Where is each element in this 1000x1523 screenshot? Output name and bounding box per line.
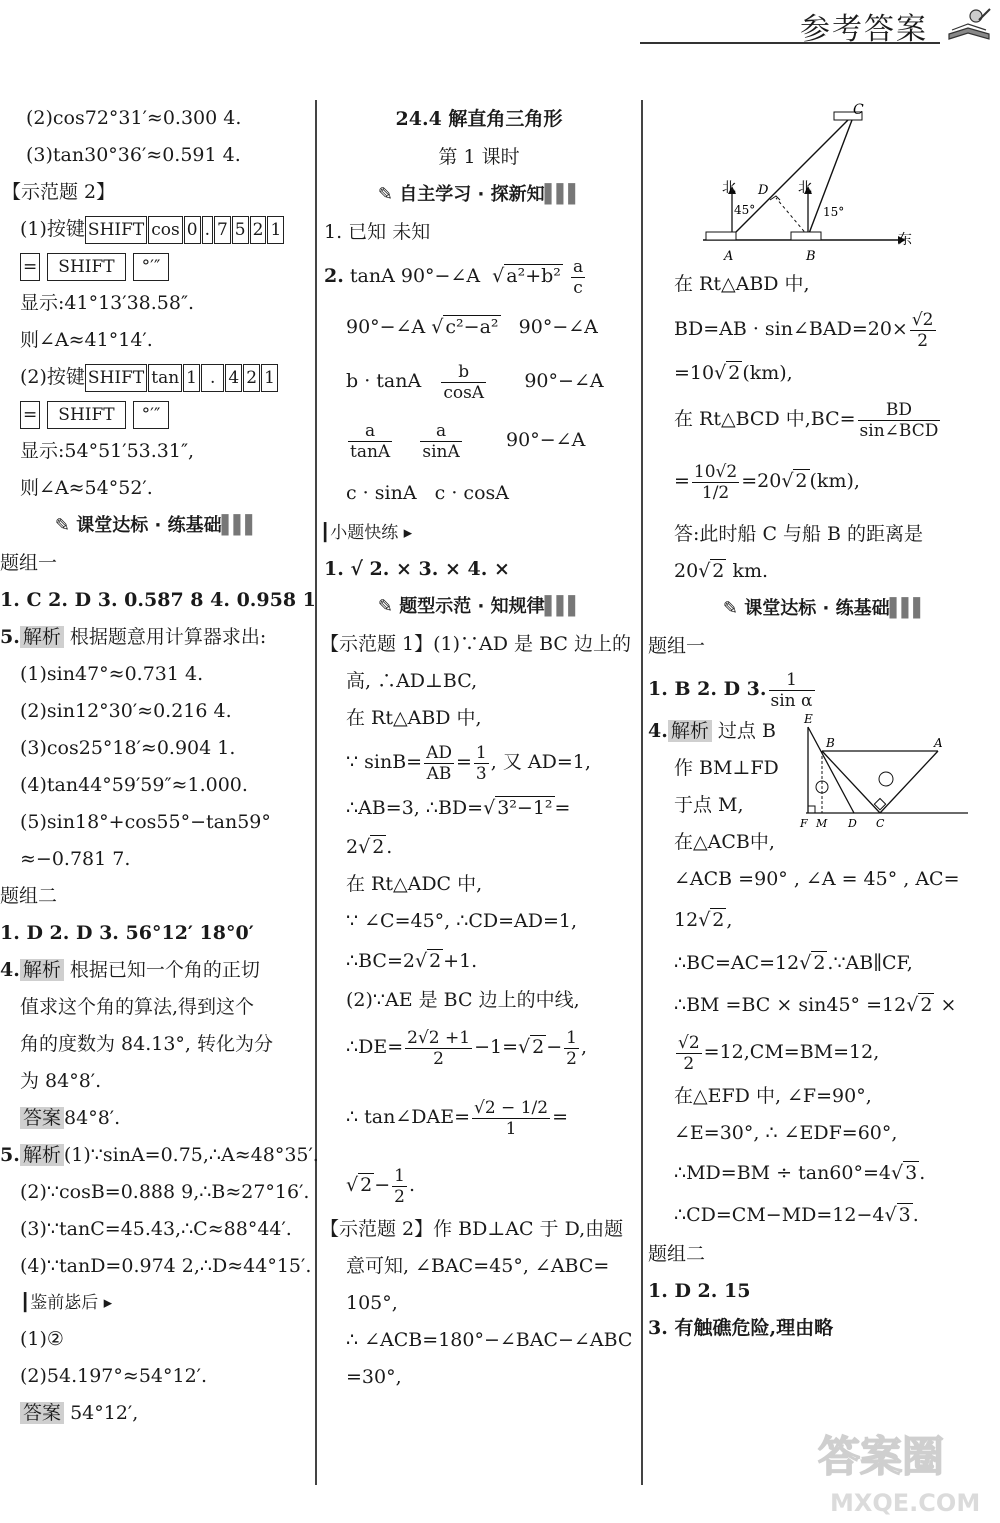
solution-line	[648, 1026, 1000, 1078]
question-text: 为 84°8′.	[20, 1070, 102, 1092]
analysis-tag: 解析	[668, 720, 712, 742]
subsection-title: 小题快练	[330, 523, 399, 543]
key-5: 5	[232, 216, 249, 244]
group-title: 题组二	[648, 1243, 706, 1265]
key-2: 2	[243, 364, 260, 392]
answer-line: (2)sin12°30′≈0.216 4.	[20, 700, 232, 722]
key-shift: SHIFT	[47, 253, 125, 281]
denominator: sin α	[770, 690, 813, 711]
analysis-tag: 解析	[20, 959, 64, 981]
keypress-label: (1)按键	[20, 218, 85, 240]
answer-line: (1)②	[20, 1328, 64, 1350]
sqrt-expr: 2	[360, 1174, 373, 1196]
label-east: 东	[898, 232, 912, 248]
text: =	[456, 751, 472, 773]
analysis-tag: 解析	[20, 626, 64, 648]
answer-row	[648, 665, 1000, 713]
text: ∴BC=AC=12	[674, 952, 800, 974]
ship-bearing-diagram	[648, 102, 938, 272]
text: +1.	[443, 950, 478, 972]
ship-b-icon	[791, 232, 821, 240]
key-1: 1	[183, 364, 200, 392]
text: =10	[674, 362, 715, 384]
solution-line: 105°,	[346, 1292, 398, 1314]
solution-line: ∵ ∠C=45°, ∴CD=AD=1,	[346, 910, 578, 932]
numerator: a	[420, 421, 461, 442]
sqrt-expr: 3	[905, 1162, 918, 1184]
text: .	[919, 1162, 926, 1184]
pencil-icon: ✎	[54, 515, 70, 536]
label-b: B	[826, 736, 835, 750]
text: ,	[726, 909, 733, 931]
question-number: 4.	[648, 720, 668, 742]
label-e: E	[804, 713, 813, 726]
formula: 90°−∠A	[346, 316, 426, 338]
text: , 又 AD=1,	[490, 751, 591, 773]
text: .	[386, 836, 393, 858]
answer-line: (1)sin47°≈0.731 4.	[20, 663, 204, 685]
sqrt-expr: 3	[898, 1204, 911, 1226]
watermark-logo	[810, 1423, 1000, 1523]
page-header	[0, 0, 1000, 46]
section-heading	[320, 588, 638, 626]
answer-line	[320, 353, 638, 409]
answer-value: 54°12′,	[70, 1402, 139, 1424]
answer-tag: 答案	[20, 1402, 64, 1424]
section-title: 课堂达标 · 练基础	[744, 598, 890, 619]
solution-line: 12√ 2 ,	[674, 909, 733, 931]
text: ,	[580, 1036, 587, 1058]
denominator: 1/2	[701, 482, 730, 503]
pencil-icon: ✎	[377, 184, 393, 205]
key-shift: SHIFT	[85, 364, 147, 392]
solution-line: =30°,	[346, 1366, 402, 1388]
key-2: 2	[250, 216, 267, 244]
label-angle-45: 45°	[734, 203, 756, 217]
fraction	[420, 421, 461, 462]
formula: tanA 90°−∠A	[349, 265, 481, 287]
fraction	[564, 1028, 579, 1069]
question-number: 4.	[0, 959, 20, 981]
text: ∴BC=2	[346, 950, 415, 972]
column-middle	[320, 100, 638, 1396]
answer-line: (2)54.197°≈54°12′.	[20, 1365, 208, 1387]
denominator: 1	[505, 1118, 517, 1139]
text: BD=AB · sin∠BAD=20×	[674, 318, 908, 340]
pencil-icon: ✎	[377, 596, 393, 617]
numerator: 2√2 +1	[407, 1027, 471, 1048]
result-line: 则∠A≈41°14′.	[20, 329, 153, 351]
example-2-label: 【示范题 2】	[2, 181, 116, 203]
line-ac	[880, 751, 938, 813]
fraction	[858, 400, 941, 441]
denominator: 2	[433, 1048, 444, 1069]
question-4	[0, 952, 312, 989]
solution-line: ∴BC=2√ 2 +1.	[346, 950, 478, 972]
text: km.	[732, 560, 769, 582]
fraction	[472, 1098, 550, 1139]
fraction	[405, 1028, 472, 1069]
bars-decoration: ▌▌▌	[544, 184, 581, 205]
group-title: 题组一	[0, 552, 58, 574]
numerator: 10√2	[693, 461, 738, 482]
key-4: 4	[225, 364, 242, 392]
question-text: 根据题意用计算器求出:	[69, 626, 267, 648]
question-text: 根据已知一个角的正切	[69, 959, 260, 981]
key-7: 7	[214, 216, 231, 244]
solution-line: 答:此时船 C 与船 B 的距离是	[674, 523, 924, 545]
answer-line: 2. tanA 90°−∠A √ a²+b² $\frac{a}{c}$	[324, 256, 584, 298]
solution-line: ∴CD=CM−MD=12−4√ 3 .	[674, 1204, 919, 1226]
text: ×	[940, 994, 957, 1016]
section-heading	[648, 590, 1000, 628]
numerator: 1	[394, 1165, 405, 1186]
key-cos: cos	[148, 216, 182, 244]
section-heading	[0, 507, 312, 545]
numerator: 1	[475, 742, 487, 763]
answer-line: (3)tan30°36′≈0.591 4.	[26, 144, 241, 166]
text: (km),	[809, 470, 860, 492]
answer-line: (4)tan44°59′59″≈1.000.	[20, 774, 248, 796]
solution-line	[648, 392, 1000, 446]
fraction	[424, 743, 454, 784]
sqrt-expr: 2	[920, 994, 933, 1016]
solution-line	[320, 737, 638, 787]
line-bc	[822, 751, 880, 813]
label-a: A	[934, 736, 943, 750]
line-bd	[776, 198, 808, 236]
fraction	[474, 743, 489, 784]
numerator: √2	[678, 1032, 700, 1053]
numerator: 1	[566, 1027, 577, 1048]
text: =12,CM=BM=12,	[703, 1041, 880, 1063]
answer-row: 1. D 2. D 3. 56°12′ 18°0′	[0, 922, 254, 944]
denominator: c	[573, 277, 583, 298]
key-shift: SHIFT	[47, 401, 125, 429]
solution-line: =10√ 2 (km),	[674, 362, 793, 384]
text: =	[554, 797, 571, 819]
solution-line: 在△EFD 中, ∠F=90°,	[674, 1085, 872, 1107]
label-angle-15: 15°	[823, 205, 845, 219]
solution-line: 2√ 2 .	[346, 836, 393, 858]
triangle-ruler-diagram	[798, 713, 968, 835]
column-left	[0, 100, 319, 1432]
text: −	[546, 1036, 563, 1058]
sqrt-expr: c²−a²	[445, 316, 499, 338]
answer-line: ≈−0.781 7.	[20, 848, 131, 870]
key-0: 0	[184, 216, 201, 244]
formula: 90°−∠A	[506, 429, 586, 451]
answer-row: 1. C 2. D 3. 0.587 8 4. 0.958 1	[0, 589, 316, 611]
text: ∴BM =BC × sin45° =12	[674, 994, 907, 1016]
solution-line: ∴MD=BM ÷ tan60°=4√ 3 .	[674, 1162, 926, 1184]
formula: c · cosA	[434, 482, 509, 504]
question-line: 作 BM⊥FD	[674, 757, 779, 779]
text: ∵ sinB=	[346, 751, 423, 773]
text: 2	[346, 836, 359, 858]
numerator: a	[348, 421, 392, 442]
sqrt-expr: a²+b²	[506, 265, 561, 287]
question-number: 5.	[0, 626, 20, 648]
question-5b	[0, 1137, 319, 1174]
numerator: √2 − 1/2	[474, 1097, 549, 1118]
answer-row: 1. D 2. 15	[648, 1280, 751, 1302]
text: .	[408, 1174, 415, 1196]
result-line: 则∠A≈54°52′.	[20, 477, 153, 499]
text: =	[674, 470, 690, 492]
sqrt-expr: 2	[712, 560, 725, 582]
text: ∴CD=CM−MD=12−4	[674, 1204, 885, 1226]
answer-line: (3)cos25°18′≈0.904 1.	[20, 737, 236, 759]
formula: 90°−∠A	[518, 316, 598, 338]
header-rule	[640, 42, 940, 44]
key-dms: °′″	[133, 401, 170, 429]
label-c: C	[876, 817, 885, 830]
solution-line: 在 Rt△ABD 中,	[674, 273, 810, 295]
question-text: 值求这个角的算法,得到这个	[20, 996, 255, 1018]
label-d: D	[848, 817, 857, 830]
answer-row: 3. 有触礁危险,理由略	[648, 1317, 834, 1339]
text: ∴AB=3, ∴BD=	[346, 797, 484, 819]
fraction	[910, 310, 936, 351]
numerator: AD	[426, 742, 452, 763]
denominator: 2	[917, 330, 929, 351]
solution-line: ∠ACB =90° , ∠A = 45° , AC=	[674, 868, 960, 890]
answer-tag: 答案	[20, 1107, 64, 1129]
solution-line: ∴ ∠ACB=180°−∠BAC−∠ABC	[346, 1329, 633, 1351]
question-number: 2.	[324, 265, 344, 287]
key-tan: tan	[148, 364, 182, 392]
formula: c · sinA	[346, 482, 417, 504]
section-heading	[320, 176, 638, 214]
solution-line: = $\frac{10√2}{1/2}$ =20√ 2 (km),	[674, 461, 860, 503]
text: .∵AB∥CF,	[827, 952, 913, 974]
key-shift: SHIFT	[85, 216, 147, 244]
lesson-subtitle: 第 1 课时	[438, 146, 520, 168]
analysis-tag: 解析	[20, 1144, 64, 1166]
solution-line: (2)∵AE 是 BC 边上的中线,	[346, 989, 580, 1011]
numerator: BD	[858, 400, 941, 421]
section-title: 课堂达标 · 练基础	[76, 515, 222, 536]
question-4-block	[648, 713, 1000, 861]
denominator: AB	[426, 763, 452, 784]
answer-line: (2)∵cosB=0.888 9,∴B≈27°16′.	[20, 1181, 310, 1203]
answer-line: (4)∵tanD=0.974 2,∴D≈44°15′.	[20, 1255, 312, 1277]
sqrt-expr: 2	[728, 362, 741, 384]
solution-line: 20√ 2 km.	[674, 560, 769, 582]
text: =20	[741, 470, 782, 492]
group-title: 题组二	[0, 885, 58, 907]
solution-line	[648, 303, 1000, 355]
text: 12	[674, 909, 699, 931]
solution-line: 高, ∴AD⊥BC,	[346, 670, 478, 692]
solution-line: 在 Rt△ADC 中,	[346, 873, 483, 895]
sqrt-expr: 2	[532, 1036, 545, 1058]
sqrt-expr: 2	[712, 909, 725, 931]
keypress-line-1	[0, 211, 312, 248]
label-north: 北	[722, 180, 736, 196]
numerator: a	[572, 256, 584, 277]
header-title: 参考答案	[800, 12, 928, 47]
group-title: 题组一	[648, 635, 706, 657]
ruler-hole	[879, 772, 893, 786]
fraction	[441, 362, 486, 403]
formula: b · tanA	[346, 370, 422, 392]
label-m: M	[816, 817, 828, 830]
display-line: 显示:54°51′53.31″,	[20, 440, 195, 462]
text: ∴ tan∠DAE=	[346, 1106, 470, 1128]
subsection-label: ┃鉴前毖后 ▸	[20, 1293, 113, 1313]
fraction	[692, 462, 739, 503]
label-a: A	[724, 249, 734, 264]
numerator: b	[441, 362, 486, 383]
ship-a-icon	[706, 232, 736, 240]
fraction	[676, 1033, 702, 1074]
answer-line	[320, 409, 638, 471]
watermark-text: 答案圈	[818, 1432, 945, 1481]
answer-row: 1. √ 2. × 3. × 4. ×	[324, 558, 510, 580]
answer-line: (1)∵sinA=0.75,∴A≈48°35′.	[63, 1144, 319, 1166]
pencil-icon: ✎	[722, 598, 738, 619]
column-divider-2	[641, 100, 643, 1485]
text: 20	[674, 560, 699, 582]
question-text: 角的度数为 84.13°, 转化为分	[20, 1033, 274, 1055]
solution-line: 意可知, ∠BAC=45°, ∠ABC=	[346, 1255, 610, 1277]
text: ∴MD=BM ÷ tan60°=4	[674, 1162, 891, 1184]
solution-line: ∴BM =BC × sin45° =12√ 2 ×	[674, 994, 957, 1016]
key-1: 1	[261, 364, 278, 392]
solution-line: 【示范题 1】(1)∵AD 是 BC 边上的	[320, 633, 631, 655]
keypress-line-2	[0, 359, 312, 396]
answer-line	[0, 1100, 312, 1137]
key-1: 1	[267, 216, 284, 244]
answer-line: (5)sin18°+cos55°−tan59°	[20, 811, 271, 833]
solution-line: √ 2 − $\frac{1}{2}$ .	[346, 1165, 415, 1207]
denominator: cosA	[443, 382, 485, 403]
text: =	[552, 1106, 568, 1128]
sqrt-expr: 2	[429, 950, 442, 972]
denominator: 2	[394, 1186, 405, 1207]
numerator: √2	[911, 309, 934, 330]
question-line: 在△ACB中,	[674, 831, 775, 853]
section-title: 题型示范 · 知规律	[399, 596, 545, 617]
denominator: 2	[566, 1048, 577, 1069]
answer-line: 1. 已知 未知	[324, 221, 431, 243]
column-divider-1	[315, 100, 317, 1485]
text: ∴DE=	[346, 1036, 404, 1058]
column-right	[648, 102, 1000, 1347]
question-number: 5.	[0, 1144, 20, 1166]
lesson-title: 24.4 解直角三角形	[395, 108, 563, 130]
label-d: D	[758, 183, 769, 198]
label-b: B	[806, 249, 816, 264]
label-f: F	[800, 817, 808, 830]
bars-decoration: ▌▌▌	[889, 598, 926, 619]
keypress-label: (2)按键	[20, 366, 85, 388]
answer-line: (3)∵tanC=45.43,∴C≈88°44′.	[20, 1218, 292, 1240]
solution-line: ∴AB=3, ∴BD=√ 3²−1² =	[346, 797, 571, 819]
label-c: C	[853, 102, 864, 118]
denominator: 2	[683, 1053, 695, 1074]
subsection-title: 鉴前毖后	[30, 1293, 99, 1313]
fraction	[392, 1166, 407, 1207]
keypress-line-1b	[0, 248, 312, 285]
subsection-label: ┃小题快练 ▸	[320, 523, 413, 543]
solution-line: ∴BC=AC=12√ 2 .∵AB∥CF,	[674, 952, 913, 974]
sqrt-expr: 2	[372, 836, 385, 858]
numerator: 1	[769, 670, 815, 691]
answer-value: 84°8′.	[64, 1107, 121, 1129]
watermark-url: MXQE.COM	[830, 1489, 981, 1517]
text: .	[912, 1204, 919, 1226]
denominator: sinA	[422, 441, 460, 462]
fraction	[571, 257, 585, 298]
text: −1=	[474, 1036, 518, 1058]
key-dot: .	[202, 216, 213, 244]
denominator: sin∠BCD	[859, 420, 939, 441]
key-equals: =	[20, 401, 40, 429]
solution-line: ∠E=30°, ∴ ∠EDF=60°,	[674, 1122, 898, 1144]
fraction	[769, 670, 815, 711]
bars-decoration: ▌▌▌	[221, 515, 258, 536]
text: (km),	[742, 362, 793, 384]
right-angle-mark	[808, 806, 815, 813]
key-dot: .	[201, 364, 224, 392]
question-text: 过点 B	[717, 720, 776, 742]
solution-line: 【示范题 2】作 BD⊥AC 于 D,由题	[320, 1218, 624, 1240]
book-pen-icon	[946, 6, 992, 42]
answer-line	[320, 471, 638, 515]
solution-line: 在 Rt△ABD 中,	[346, 707, 482, 729]
key-dms: °′″	[133, 253, 170, 281]
solution-line	[320, 1075, 638, 1159]
answer-line	[0, 1395, 312, 1432]
bars-decoration: ▌▌▌	[544, 596, 581, 617]
denominator: 3	[475, 763, 487, 784]
answer-line: (2)cos72°31′≈0.300 4.	[26, 107, 242, 129]
formula: 90°−∠A	[524, 370, 604, 392]
sqrt-expr: 3²−1²	[497, 797, 553, 819]
fraction	[348, 421, 392, 462]
text: 1. B 2. D 3.	[648, 678, 767, 700]
label-north: 北	[798, 180, 812, 196]
section-title: 自主学习 · 探新知	[399, 184, 545, 205]
sqrt-expr: 2	[813, 952, 826, 974]
denominator: tanA	[350, 441, 391, 462]
key-equals: =	[20, 253, 40, 281]
solution-line: ∴DE= $\frac{2√2 +1}{2}$ −1=√ 2 − $\frac{1}{2}$ ,	[346, 1027, 587, 1069]
answer-line: 90°−∠A √ c²−a² 90°−∠A	[346, 316, 598, 338]
sqrt-expr: 2	[795, 470, 808, 492]
text: 在 Rt△BCD 中,BC=	[674, 408, 856, 430]
question-5	[0, 619, 312, 656]
keypress-line-2b	[0, 396, 312, 433]
text: −	[374, 1174, 391, 1196]
display-line: 显示:41°13′38.58″.	[20, 292, 195, 314]
question-line: 于点 M,	[674, 794, 744, 816]
